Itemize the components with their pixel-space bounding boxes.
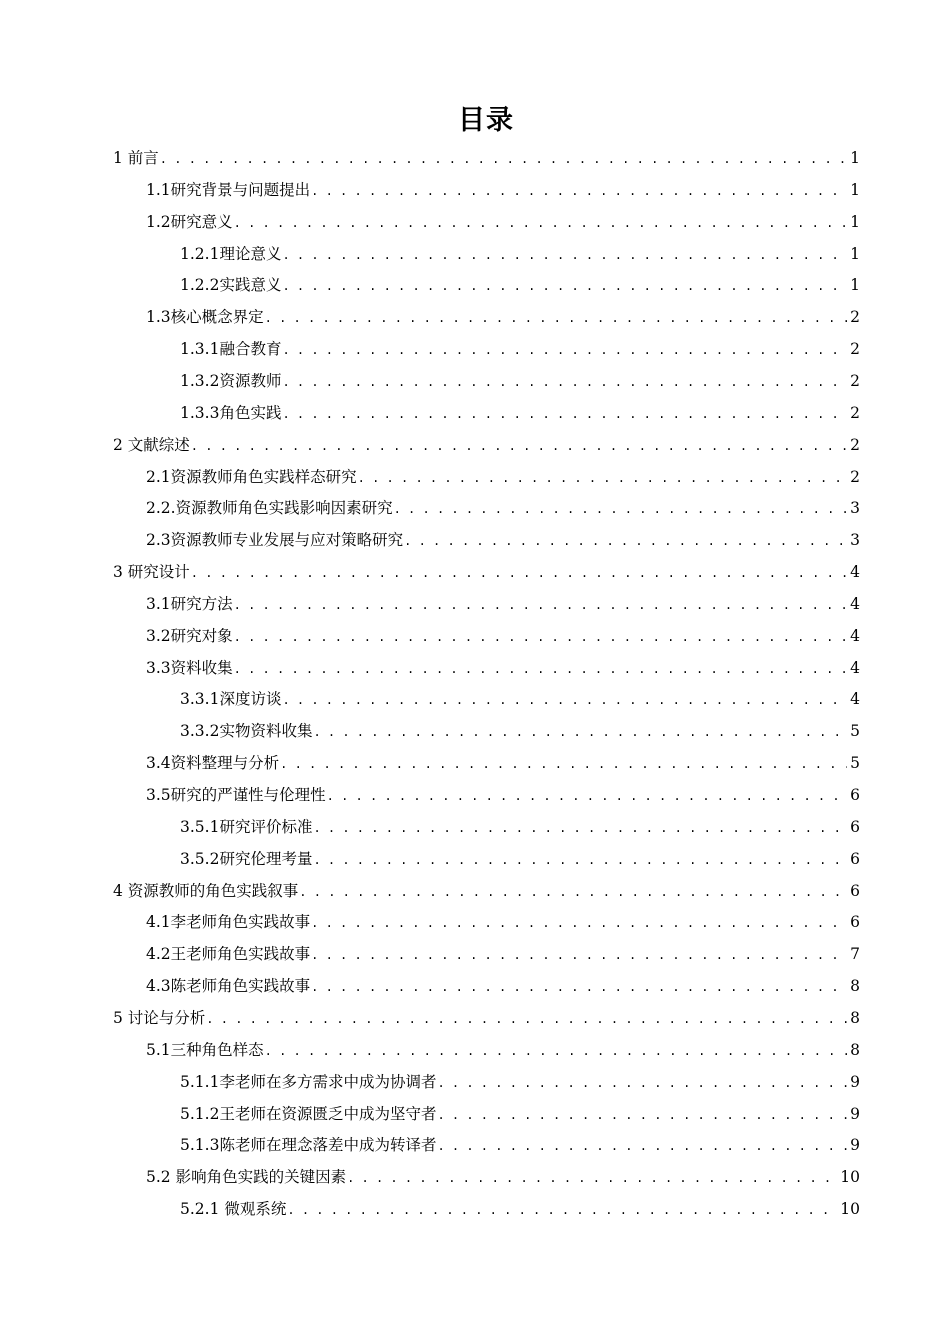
toc-entry-page-number: 4 [850, 690, 860, 709]
toc-entry-page-number: 6 [850, 817, 860, 836]
toc-leader-dots [265, 1035, 847, 1067]
toc-entry[interactable] [146, 970, 860, 1002]
toc-entry-label: 5.2.1 微观系统 [180, 1200, 287, 1219]
toc-entry-label: 4 资源教师的角色实践叙事 [113, 881, 299, 900]
toc-entry[interactable] [180, 715, 860, 747]
toc-entry-page-number: 4 [850, 626, 860, 645]
toc-entry-label: 1.2.1理论意义 [180, 244, 282, 263]
toc-leader-dots [234, 621, 847, 653]
toc-entry-page-number: 9 [850, 1104, 860, 1123]
toc-leader-dots [282, 239, 847, 271]
toc-entry-label: 1.3.2资源教师 [180, 371, 282, 390]
toc-entry[interactable] [146, 938, 860, 970]
toc-leader-dots [282, 366, 847, 398]
toc-entry-page-number: 10 [840, 1168, 860, 1187]
toc-entry-page-number: 9 [850, 1136, 860, 1155]
toc-entry-label: 3.3.1深度访谈 [180, 690, 282, 709]
toc-entry[interactable] [146, 301, 860, 333]
toc-entry-label: 3.3.2实物资料收集 [180, 722, 313, 741]
toc-entry-page-number: 5 [850, 754, 860, 773]
toc-entry-label: 3.3资料收集 [146, 658, 233, 677]
toc-entry-label: 2.1资源教师角色实践样态研究 [146, 467, 357, 486]
toc-entry[interactable] [113, 1002, 860, 1034]
toc-entry[interactable] [180, 1098, 860, 1130]
page-title: 目录 [458, 105, 514, 136]
toc-entry-label: 3.1研究方法 [146, 594, 233, 613]
toc-leader-dots [265, 302, 847, 334]
toc-entry-label: 4.1李老师角色实践故事 [146, 913, 311, 932]
toc-entry-label: 3.4资料整理与分析 [146, 754, 280, 773]
toc-entry[interactable] [180, 397, 860, 429]
toc-leader-dots [437, 1130, 847, 1162]
toc-entry-label: 2.2.资源教师角色实践影响因素研究 [146, 499, 393, 518]
toc-entry[interactable] [146, 652, 860, 684]
toc-entry[interactable] [113, 429, 860, 461]
toc-entry-page-number: 2 [850, 371, 860, 390]
toc-entry-page-number: 9 [850, 1072, 860, 1091]
toc-entry[interactable] [180, 843, 860, 875]
toc-entry-label: 3.2研究对象 [146, 626, 233, 645]
toc-entry-label: 5.1.2王老师在资源匮乏中成为坚守者 [180, 1104, 437, 1123]
toc-entry-label: 2.3资源教师专业发展与应对策略研究 [146, 531, 404, 550]
toc-entry-label: 1.3.1融合教育 [180, 340, 282, 359]
toc-entry[interactable] [146, 174, 860, 206]
toc-entry-label: 1.3.3角色实践 [180, 403, 282, 422]
toc-entry-label: 3.5.1研究评价标准 [180, 817, 313, 836]
toc-leader-dots [327, 780, 847, 812]
toc-entry[interactable] [146, 779, 860, 811]
toc-entry[interactable] [180, 269, 860, 301]
toc-leader-dots [313, 812, 847, 844]
toc-leader-dots [206, 1003, 847, 1035]
toc-entry-page-number: 2 [850, 308, 860, 327]
toc-entry-page-number: 8 [850, 1008, 860, 1027]
toc-entry-page-number: 6 [850, 881, 860, 900]
toc-leader-dots [191, 430, 847, 462]
toc-entry[interactable] [180, 333, 860, 365]
toc-entry[interactable] [113, 556, 860, 588]
toc-entry-page-number: 4 [850, 658, 860, 677]
toc-leader-dots [404, 525, 847, 557]
toc-entry[interactable] [180, 238, 860, 270]
toc-leader-dots [191, 557, 847, 589]
toc-entry-page-number: 5 [850, 722, 860, 741]
toc-entry[interactable] [146, 1034, 860, 1066]
toc-entry-page-number: 2 [850, 403, 860, 422]
toc-leader-dots [282, 270, 847, 302]
toc-entry-page-number: 6 [850, 786, 860, 804]
toc-entry-label: 5.1.3陈老师在理念落差中成为转译者 [180, 1136, 437, 1155]
toc-entry-page-number: 2 [850, 435, 860, 454]
toc-entry-page-number: 1 [850, 180, 860, 199]
toc-leader-dots [234, 653, 847, 685]
toc-entry[interactable] [146, 906, 860, 938]
toc-leader-dots [313, 716, 847, 748]
toc-entry-page-number: 1 [850, 212, 860, 231]
toc-entry-label: 3 研究设计 [113, 563, 190, 582]
toc-leader-dots [280, 748, 847, 780]
toc-leader-dots [313, 844, 847, 876]
toc-entry-page-number: 10 [840, 1200, 860, 1219]
toc-entry-page-number: 2 [850, 340, 860, 359]
toc-entry-page-number: 2 [850, 467, 860, 486]
toc-entry[interactable] [180, 1066, 860, 1098]
toc-leader-dots [282, 398, 847, 430]
toc-entry-page-number: 8 [850, 1040, 860, 1059]
toc-entry[interactable] [146, 206, 860, 238]
toc-entry-page-number: 4 [850, 563, 860, 582]
toc-entry[interactable] [180, 1129, 860, 1161]
toc-entry[interactable] [146, 588, 860, 620]
toc-entry[interactable] [180, 683, 860, 715]
toc-entry-label: 1.2研究意义 [146, 212, 233, 231]
toc-entry[interactable] [146, 747, 860, 779]
toc-entry-label: 1 前言 [113, 149, 159, 167]
toc-entry-label: 5.2 影响角色实践的关键因素 [146, 1168, 347, 1187]
toc-entry[interactable] [180, 811, 860, 843]
toc-entry-label: 4.3陈老师角色实践故事 [146, 977, 311, 996]
toc-entry[interactable] [146, 524, 860, 556]
toc-entry-label: 3.5.2研究伦理考量 [180, 849, 313, 868]
toc-entry[interactable] [146, 1161, 860, 1193]
toc-leader-dots [394, 493, 848, 525]
toc-entry-page-number: 8 [850, 977, 860, 996]
toc-leader-dots [311, 907, 847, 939]
toc-leader-dots [437, 1099, 847, 1131]
toc-leader-dots [311, 175, 847, 207]
toc-entry[interactable] [113, 875, 860, 907]
toc-entry[interactable] [180, 365, 860, 397]
toc-leader-dots [282, 684, 847, 716]
toc-entry-label: 5 讨论与分析 [113, 1008, 206, 1027]
toc-leader-dots [347, 1162, 837, 1194]
toc-entry-label: 4.2王老师角色实践故事 [146, 945, 311, 964]
toc-leader-dots [299, 876, 847, 908]
toc-leader-dots [287, 1194, 837, 1226]
toc-leader-dots [160, 143, 847, 175]
toc-entry-page-number: 4 [850, 594, 860, 613]
toc-entry-page-number: 3 [850, 499, 860, 518]
toc-leader-dots [311, 939, 847, 971]
toc-entry-label: 5.1.1李老师在多方需求中成为协调者 [180, 1072, 437, 1091]
toc-entry-page-number: 1 [850, 276, 860, 295]
toc-entry[interactable] [146, 492, 860, 524]
toc-leader-dots [358, 462, 847, 494]
toc-entry-page-number: 3 [850, 531, 860, 550]
toc-entry-page-number: 1 [850, 244, 860, 263]
toc-entry-label: 2 文献综述 [113, 435, 190, 454]
toc-entry[interactable] [113, 142, 860, 174]
toc-entry-label: 5.1三种角色样态 [146, 1040, 264, 1059]
toc-entry-label: 1.1研究背景与问题提出 [146, 180, 311, 199]
toc-leader-dots [311, 971, 847, 1003]
toc-entry-page-number: 6 [850, 913, 860, 932]
toc-entry[interactable] [146, 620, 860, 652]
toc-leader-dots [234, 207, 847, 239]
toc-entry-label: 3.5研究的严谨性与伦理性 [146, 786, 326, 804]
toc-entry-page-number: 6 [850, 849, 860, 868]
toc-leader-dots [282, 334, 847, 366]
toc-entry-page-number: 1 [850, 149, 860, 167]
toc-entry-page-number: 7 [850, 945, 860, 964]
toc-entry-label: 1.2.2实践意义 [180, 276, 282, 295]
toc-leader-dots [234, 589, 847, 621]
toc-entry-label: 1.3核心概念界定 [146, 308, 264, 327]
toc-entry[interactable] [146, 461, 860, 493]
toc-entry[interactable] [180, 1193, 860, 1225]
toc-leader-dots [437, 1067, 847, 1099]
